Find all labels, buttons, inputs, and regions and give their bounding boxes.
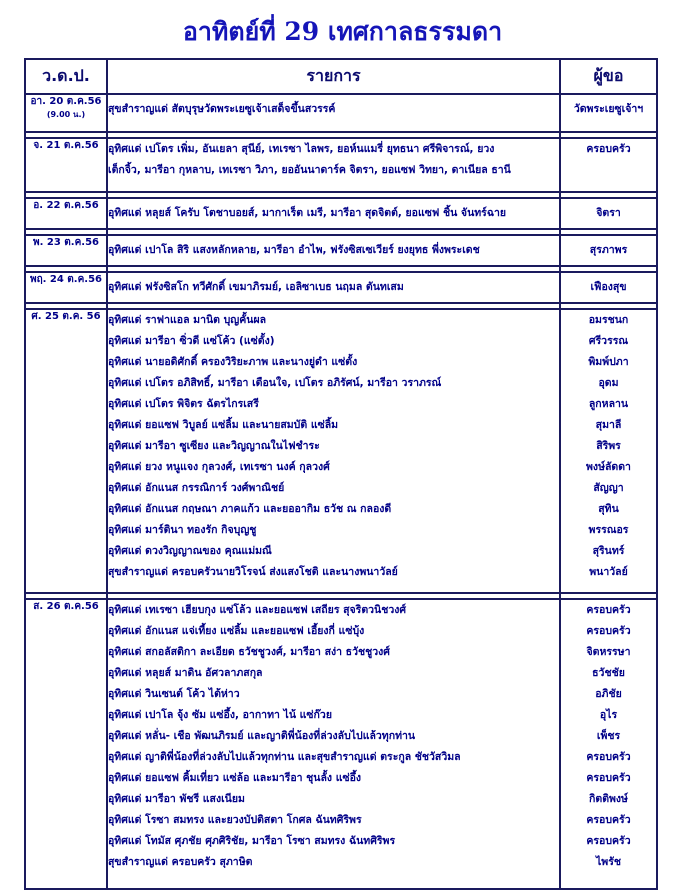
requester-name: ศรีวรรณ <box>588 335 629 347</box>
requester-cell <box>560 599 657 889</box>
requester-name: ครอบครัว <box>586 604 631 616</box>
requester-name: เฟืองสุข <box>590 281 627 293</box>
date-cell <box>25 309 107 593</box>
requester-name: สุรินทร์ <box>592 545 625 557</box>
item-line: อุทิศแด่ ญาติพี่น้องที่ล่วงลับไปแล้วทุกท่าน และสุขสำราญแด่ ตระกูล ชัชวัสวิมล <box>108 751 461 763</box>
item-line: อุทิศแด่ เปาโล จุ้ง ซัม แซ่อึ้ง, อากาทา ไน้ แซ่ก๊วย <box>108 709 332 721</box>
date-cell <box>25 235 107 266</box>
schedule-body <box>25 94 657 889</box>
item-line: อุทิศแด่ โรซา สมทรง และยวงบัปติสตา โกศล ฉันทศิริพร <box>108 814 362 826</box>
table-row <box>25 94 657 132</box>
requester-name: สุมาลี <box>595 419 622 431</box>
item-line: อุทิศแด่ โทมัส ศุภชัย ศุภศิริชัย, มารีอา โรซา สมทรง ฉันทศิริพร <box>108 835 396 847</box>
requester-name: จิตรา <box>596 207 621 219</box>
table-row <box>25 138 657 192</box>
item-line: อุทิศแด่ นายอดิศักดิ์ ครองวิริยะภาพ และนางยู่ดำ แซ่ตั้ง <box>108 356 358 368</box>
date-text: ส. 26 ต.ค.56 <box>33 601 99 612</box>
requester-cell <box>560 235 657 266</box>
item-line: อุทิศแด่ เทเรซา เฮียบกุง แซ่โล้ว และยอแซฟ เสถียร สุจริตวนิชวงศ์ <box>108 604 407 616</box>
requester-name: ครอบครัว <box>586 772 631 784</box>
requester-name: ลูกหลาน <box>588 398 629 410</box>
item-line: อุทิศแด่ ราฟาแอล มานิต บุญคั้นผล <box>108 314 267 326</box>
requester-cell <box>560 94 657 132</box>
item-line: อุทิศแด่ มาร์ตินา ทองรัก กิจบุญชู <box>108 524 257 536</box>
item-line: อุทิศแด่ เปาโล สิริ แสงหลักหลาย, มารีอา อำไพ, ฟรังซิสเซเวียร์ ยงยุทธ พี่งพระเดช <box>108 244 480 256</box>
requester-name: ไพรัช <box>596 856 621 868</box>
header-requester: ผู้ขอ <box>560 59 657 94</box>
schedule-table <box>24 58 658 890</box>
items-cell <box>107 272 560 303</box>
table-row <box>25 309 657 593</box>
item-line: อุทิศแด่ ยอแซฟ คิ้มเที่ยว แซ่ล้อ และมารีอา ชุนลั้ง แซ่อึ้ง <box>108 772 362 784</box>
requester-name: ครอบครัว <box>586 143 631 155</box>
requester-name: วัดพระเยซูเจ้าฯ <box>573 103 644 115</box>
requester-cell <box>560 198 657 229</box>
requester-name: สุทิน <box>598 503 619 515</box>
items-cell <box>107 235 560 266</box>
requester-name: เพ็ชร <box>596 730 621 742</box>
date-text: พฤ. 24 ต.ค.56 <box>29 274 103 285</box>
table-row <box>25 198 657 229</box>
item-line: อุทิศแด่ มารีอา ซิ่วดี แซ่โค้ว (แซ่ตั้ง) <box>108 335 275 347</box>
date-text: พ. 23 ต.ค.56 <box>33 237 99 248</box>
date-text: อ. 22 ต.ค.56 <box>33 200 99 211</box>
item-line: อุทิศแด่ ยวง หนูแจง กุลวงศ์, เทเรซา นงค์ กุลวงศ์ <box>108 461 330 473</box>
item-line: สุขสำราญแด่ ครอบครัว สุภาษิต <box>108 856 253 868</box>
date-text: จ. 21 ต.ค.56 <box>33 140 99 151</box>
table-header-row <box>25 59 657 94</box>
time-note: (9.00 น.) <box>46 110 86 119</box>
item-line: อุทิศแด่ มารีอา พัชรี แสงเนียม <box>108 793 245 805</box>
requester-name: อุดม <box>598 377 619 389</box>
item-line: อุทิศแด่ อักแนส แจ่เที้ยง แซ่ลิ้ม และยอแซฟ เอี้ยงกี่ แซ่บุ้ง <box>108 625 365 637</box>
item-line: อุทิศแด่ วินเซนต์ โค้ว ไต้ห่าว <box>108 688 240 700</box>
item-line: อุทิศแด่ ดวงวิญญาณของ คุณแม่มณี <box>108 545 272 557</box>
date-text: ศ. 25 ต.ค. 56 <box>31 311 101 322</box>
item-line: เต็กจิ้ว, มารีอา กุหลาบ, เทเรซา วิภา, ยออันนาดาร์ค จิตรา, ยอแซฟ วิทยา, ดาเนียล ธานี <box>108 164 511 176</box>
requester-name: สุรภาพร <box>589 244 628 256</box>
requester-name: อุไร <box>599 709 618 721</box>
requester-name: ครอบครัว <box>586 814 631 826</box>
requester-name: ครอบครัว <box>586 751 631 763</box>
requester-name: สิริพร <box>596 440 621 452</box>
requester-name: สัญญา <box>593 482 624 494</box>
requester-name: ธวัชชัย <box>592 667 625 679</box>
item-line: อุทิศแด่ หลั่น- เชือ พัฒนภิรมย์ และญาติพี่น้องที่ล่วงลับไปแล้วทุกท่าน <box>108 730 416 742</box>
requester-name: พงษ์ลัดดา <box>586 461 631 473</box>
item-line: อุทิศแด่ อักแนส กรรณิการ์ วงศ์พาณิชย์ <box>108 482 285 494</box>
item-line: อุทิศแด่ ฟรังซิสโก ทวีศักดิ์ เขมาภิรมย์, เอลิซาเบธ นฤมล ตันทเสม <box>108 281 404 293</box>
requester-cell <box>560 309 657 593</box>
requester-name: จิตหรรษา <box>586 646 631 658</box>
items-cell <box>107 599 560 889</box>
item-line: อุทิศแด่ เปโตร อภิสิทธิ์, มารีอา เตือนใจ, เปโตร อภิรัศน์, มารีอา วราภรณ์ <box>108 377 442 389</box>
items-cell <box>107 94 560 132</box>
items-cell <box>107 138 560 192</box>
requester-cell <box>560 272 657 303</box>
date-cell <box>25 94 107 132</box>
item-line: อุทิศแด่ สกอลัสติกา ละเอียด ธวัชชูวงศ์, มารีอา สง่า ธวัชชูวงศ์ <box>108 646 390 658</box>
requester-name: อภิชัย <box>595 688 622 700</box>
requester-name: อมรชนก <box>588 314 629 326</box>
date-text: อา. 20 ต.ค.56 <box>30 96 102 107</box>
table-row <box>25 235 657 266</box>
item-line: อุทิศแด่ เปโตร เพิ่ม, อันเยลา สุนีย์, เทเรซา ไลพร, ยอห์นแมรี่ ยุทธนา ศรีพิจารณ์, ยวง <box>108 143 495 155</box>
date-cell <box>25 599 107 889</box>
header-date: ว.ด.ป. <box>25 59 107 94</box>
table-row <box>25 599 657 889</box>
items-cell <box>107 309 560 593</box>
item-line: อุทิศแด่ หลุยส์ โครับ โตชาบอยส์, มากาเร็ต เมรี, มารีอา สุดจิตต์, ยอแซฟ ชิ้น จันทร์ฉาย <box>108 207 507 219</box>
item-line: สุขสำราญแด่ ครอบครัวนายวิโรจน์ ส่งแสงโชติ และนางพนาวัลย์ <box>108 566 398 578</box>
date-cell <box>25 272 107 303</box>
item-line: อุทิศแด่ มารีอา ซูเซียง และวิญญาณในไฟชำระ <box>108 440 320 452</box>
item-line: สุขสำราญแด่ สัตบุรุษวัดพระเยซูเจ้าเสด็จขึ้นสวรรค์ <box>108 103 336 115</box>
requester-cell <box>560 138 657 192</box>
item-line: อุทิศแด่ ยอแซฟ วิบูลย์ แซ่ลิ้ม และนายสมบัติ แซ่ลิ้ม <box>108 419 339 431</box>
requester-name: พนาวัลย์ <box>589 566 628 578</box>
date-cell <box>25 198 107 229</box>
item-line: อุทิศแด่ หลุยส์ มาดิน อัศวลาภสกุล <box>108 667 263 679</box>
item-line: อุทิศแด่ เปโตร พิจิตร ฉัตรไกรเสรี <box>108 398 259 410</box>
date-cell <box>25 138 107 192</box>
items-cell <box>107 198 560 229</box>
requester-name: พรรณอร <box>588 524 629 536</box>
header-items: รายการ <box>107 59 560 94</box>
requester-name: พิมพ์ปภา <box>588 356 629 368</box>
requester-name: กิตติพงษ์ <box>589 793 628 805</box>
item-line: อุทิศแด่ อักแนส กฤษณา ภาคแก้ว และยออากิม ธวัช ณ กลองดี <box>108 503 392 515</box>
table-row <box>25 272 657 303</box>
requester-name: ครอบครัว <box>586 835 631 847</box>
requester-name: ครอบครัว <box>586 625 631 637</box>
page-title: อาทิตย์ที่ 29 เทศกาลธรรมดา <box>182 17 503 46</box>
